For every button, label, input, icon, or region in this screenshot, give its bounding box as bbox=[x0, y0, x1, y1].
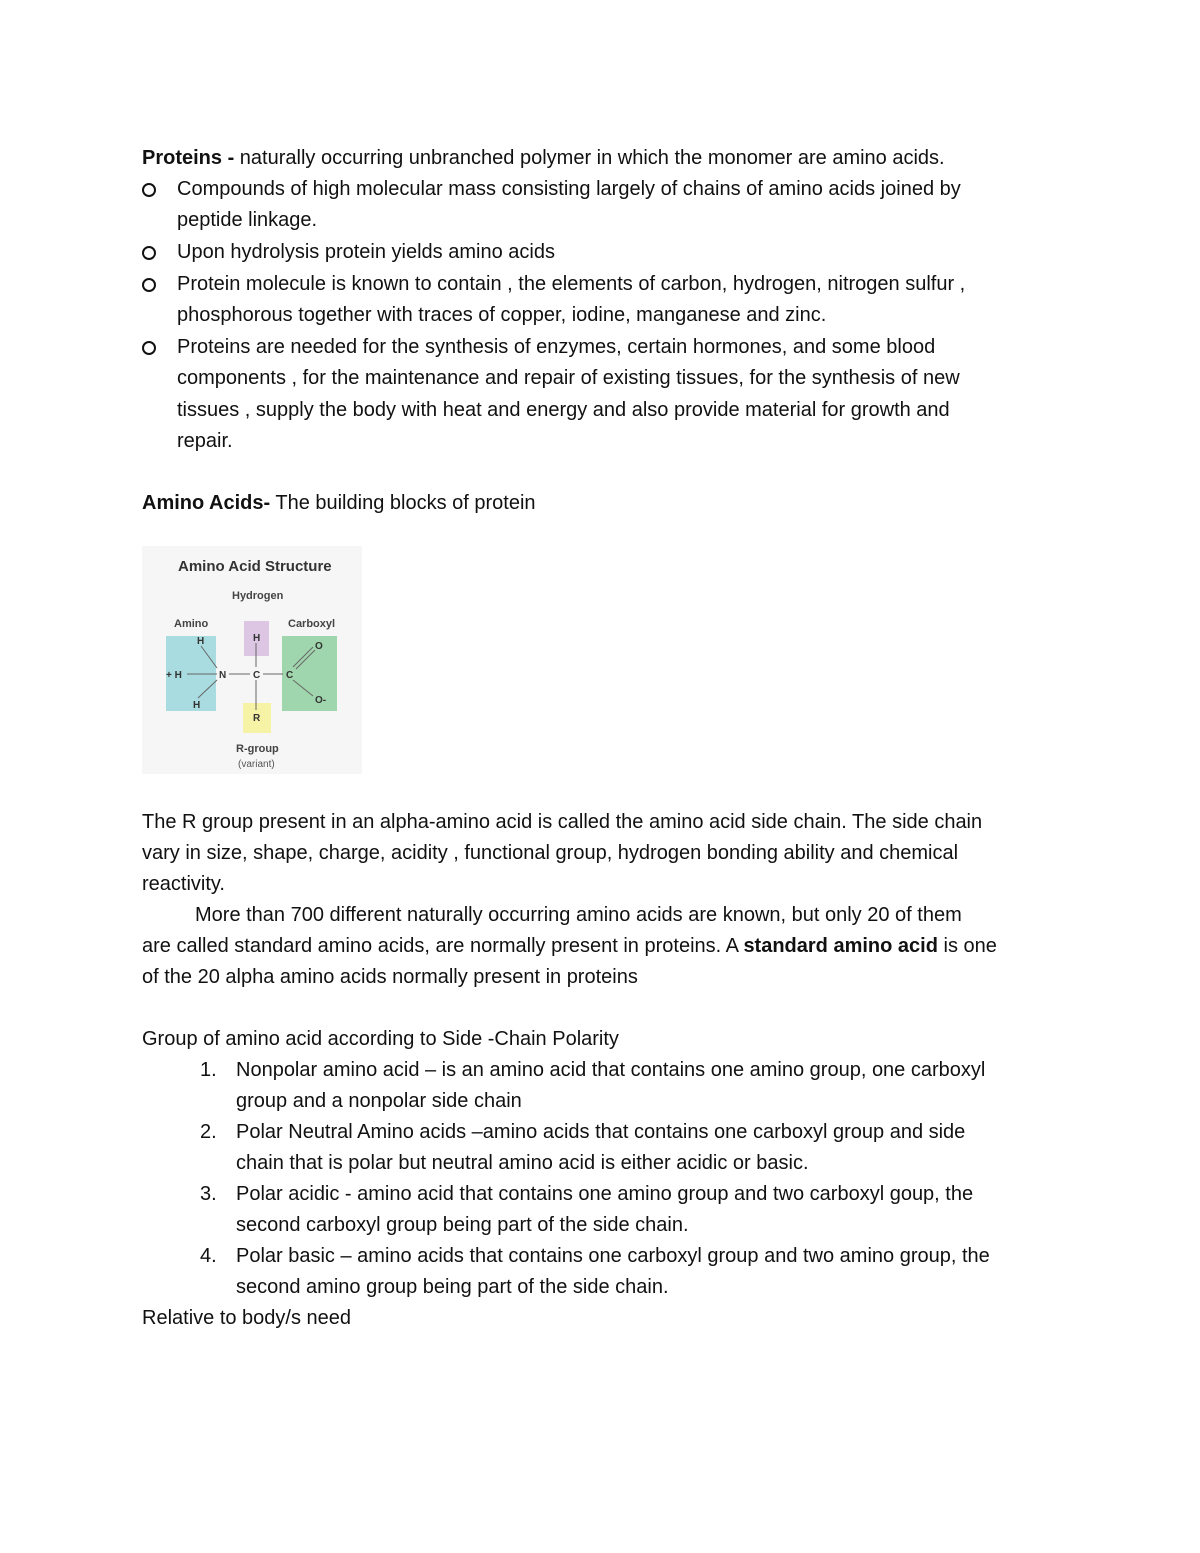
standard-paragraph-text: is one bbox=[937, 935, 997, 957]
atom-o-minus: O- bbox=[315, 695, 327, 706]
r-group-paragraph-line: The R group present in an alpha-amino acid is called the amino acid side chain. The side chain bbox=[142, 811, 983, 833]
standard-paragraph-line bbox=[142, 934, 997, 958]
bullet-line: Protein molecule is known to contain , the elements of carbon, hydrogen, nitrogen sulfur , bbox=[177, 273, 966, 295]
list-number: 1. bbox=[200, 1059, 217, 1081]
list-number: 4. bbox=[200, 1245, 217, 1267]
atom-o: O bbox=[315, 641, 323, 652]
standard-amino-acid-term: standard amino acid bbox=[743, 935, 938, 957]
amino-acids-term: Amino Acids- bbox=[142, 492, 271, 514]
atom-c-alpha: C bbox=[253, 670, 261, 681]
bullet-line: Upon hydrolysis protein yields amino acids bbox=[177, 241, 555, 263]
bullet-icon bbox=[142, 183, 156, 197]
proteins-definition bbox=[142, 146, 945, 170]
figure-title: Amino Acid Structure bbox=[178, 558, 332, 575]
amino-acids-definition-text: The building blocks of protein bbox=[270, 492, 536, 514]
atom-plus-h: + H bbox=[166, 670, 182, 681]
bullet-icon bbox=[142, 341, 156, 355]
list-item-line: group and a nonpolar side chain bbox=[236, 1090, 522, 1112]
carboxyl-label: Carboxyl bbox=[288, 618, 336, 630]
atom-n: N bbox=[219, 670, 227, 681]
amino-acid-structure-figure bbox=[142, 546, 362, 774]
bullet-line: repair. bbox=[177, 430, 233, 452]
bullet-icon bbox=[142, 278, 156, 292]
list-item-line: Polar Neutral Amino acids –amino acids that contains one carboxyl group and side bbox=[236, 1121, 966, 1143]
list-item-line: Polar basic – amino acids that contains one carboxyl group and two amino group, the bbox=[236, 1245, 990, 1267]
r-group-paragraph-line: reactivity. bbox=[142, 873, 225, 895]
list-item-line: Nonpolar amino acid – is an amino acid that contains one amino group, one carboxyl bbox=[236, 1059, 986, 1081]
atom-r: R bbox=[253, 713, 261, 724]
amino-acid-diagram bbox=[142, 546, 362, 774]
bullet-line: peptide linkage. bbox=[177, 209, 318, 231]
rgroup-label: R-group bbox=[236, 743, 279, 755]
bullet-line: components , for the maintenance and repair of existing tissues, for the synthesis of new bbox=[177, 367, 960, 389]
atom-h-amino-bottom: H bbox=[193, 700, 201, 711]
variant-label: (variant) bbox=[238, 759, 275, 770]
proteins-term: Proteins - bbox=[142, 147, 235, 169]
bullet-icon bbox=[142, 246, 156, 260]
list-item-line: chain that is polar but neutral amino acid is either acidic or basic. bbox=[236, 1152, 809, 1174]
list-number: 3. bbox=[200, 1183, 217, 1205]
bullet-line: tissues , supply the body with heat and energy and also provide material for growth and bbox=[177, 399, 950, 421]
bullet-line: Compounds of high molecular mass consisting largely of chains of amino acids joined by bbox=[177, 178, 961, 200]
polarity-heading: Group of amino acid according to Side -Chain Polarity bbox=[142, 1028, 619, 1050]
atom-c-carboxyl: C bbox=[286, 670, 294, 681]
list-number: 2. bbox=[200, 1121, 217, 1143]
standard-paragraph-line: of the 20 alpha amino acids normally present in proteins bbox=[142, 966, 638, 988]
atom-h-amino-top: H bbox=[197, 636, 205, 647]
standard-paragraph-text: are called standard amino acids, are normally present in proteins. A bbox=[142, 935, 744, 957]
relative-heading: Relative to body/s need bbox=[142, 1307, 352, 1329]
bullet-line: phosphorous together with traces of copper, iodine, manganese and zinc. bbox=[177, 304, 827, 326]
amino-label: Amino bbox=[174, 618, 209, 630]
standard-paragraph-line: More than 700 different naturally occurring amino acids are known, but only 20 of them bbox=[195, 904, 962, 926]
amino-acids-definition bbox=[142, 491, 536, 515]
atom-h-alpha: H bbox=[253, 633, 261, 644]
hydrogen-label: Hydrogen bbox=[232, 590, 284, 602]
bullet-line: Proteins are needed for the synthesis of enzymes, certain hormones, and some blood bbox=[177, 336, 936, 358]
r-group-paragraph-line: vary in size, shape, charge, acidity , functional group, hydrogen bonding ability and chemical bbox=[142, 842, 959, 864]
list-item-line: second carboxyl group being part of the side chain. bbox=[236, 1214, 689, 1236]
list-item-line: second amino group being part of the side chain. bbox=[236, 1276, 669, 1298]
proteins-definition-text: naturally occurring unbranched polymer in which the monomer are amino acids. bbox=[234, 147, 945, 169]
list-item-line: Polar acidic - amino acid that contains one amino group and two carboxyl goup, the bbox=[236, 1183, 974, 1205]
